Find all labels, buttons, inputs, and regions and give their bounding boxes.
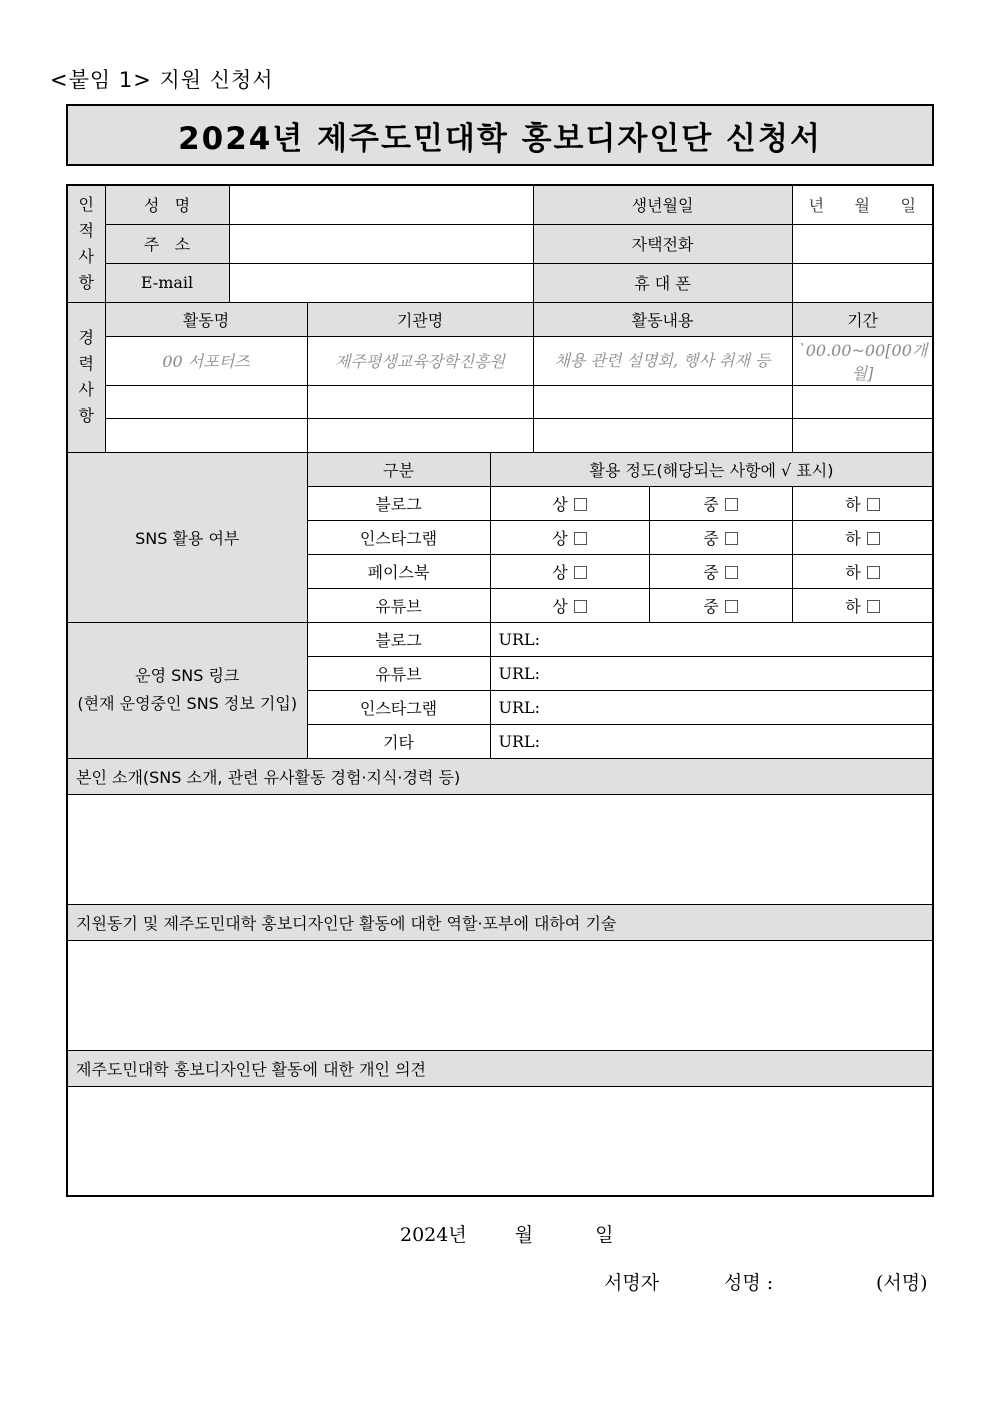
level-low-option[interactable]: 하 xyxy=(792,486,933,520)
career-header-period: 기간 xyxy=(792,302,933,336)
name-field[interactable] xyxy=(229,185,533,224)
signature-label[interactable]: (서명) xyxy=(876,1272,928,1294)
career-row-org[interactable] xyxy=(307,385,533,418)
level-mid-option[interactable]: 중 xyxy=(649,520,792,554)
career-row-org[interactable] xyxy=(307,418,533,452)
level-mid-option[interactable]: 중 xyxy=(649,588,792,622)
email-label: E-mail xyxy=(105,263,229,302)
career-example-activity[interactable]: 00 서포터즈 xyxy=(105,336,307,385)
checkbox-icon[interactable] xyxy=(574,600,587,613)
attachment-label: <붙임 1> 지원 신청서 xyxy=(50,68,274,92)
checkbox-icon[interactable] xyxy=(867,532,880,545)
signer-name-label: 성명 : xyxy=(724,1272,774,1294)
form-title: 2024년 제주도민대학 홍보디자인단 신청서 xyxy=(178,120,822,157)
checkbox-icon[interactable] xyxy=(574,532,587,545)
sns-usage-col-header: 구분 xyxy=(307,452,490,486)
checkbox-icon[interactable] xyxy=(574,498,587,511)
date-year: 2024년 xyxy=(400,1224,467,1246)
career-row-activity[interactable] xyxy=(105,385,307,418)
application-form xyxy=(66,184,934,1197)
address-label: 주 소 xyxy=(105,224,229,263)
level-high-option[interactable]: 상 xyxy=(490,554,649,588)
date-day: 일 xyxy=(595,1224,614,1246)
address-field[interactable] xyxy=(229,224,533,263)
career-row-period[interactable] xyxy=(792,385,933,418)
checkbox-icon[interactable] xyxy=(725,498,738,511)
career-header-activity: 활동명 xyxy=(105,302,307,336)
sns-link-url-field[interactable]: URL: xyxy=(490,656,933,690)
level-low-option[interactable]: 하 xyxy=(792,588,933,622)
sns-link-row-label: 인스타그램 xyxy=(307,690,490,724)
career-header-content: 활동내용 xyxy=(533,302,792,336)
career-header-org: 기관명 xyxy=(307,302,533,336)
mobile-field[interactable] xyxy=(792,263,933,302)
level-low-option[interactable]: 하 xyxy=(792,554,933,588)
sns-usage-label: SNS 활용 여부 xyxy=(67,452,307,622)
sns-usage-row-label: 블로그 xyxy=(307,486,490,520)
mobile-label: 휴 대 폰 xyxy=(533,263,792,302)
date-month: 월 xyxy=(514,1224,534,1246)
career-row-activity[interactable] xyxy=(105,418,307,452)
home-phone-field[interactable] xyxy=(792,224,933,263)
sns-usage-row-label: 인스타그램 xyxy=(307,520,490,554)
checkbox-icon[interactable] xyxy=(725,600,738,613)
career-example-content[interactable]: 채용 관련 설명회, 행사 취재 등 xyxy=(533,336,792,385)
sns-link-url-field[interactable]: URL: xyxy=(490,622,933,656)
checkbox-icon[interactable] xyxy=(867,498,880,511)
checkbox-icon[interactable] xyxy=(574,566,587,579)
name-label: 성 명 xyxy=(105,185,229,224)
career-example-org[interactable]: 제주평생교육장학진흥원 xyxy=(307,336,533,385)
opinion-section-header: 제주도민대학 홍보디자인단 활동에 대한 개인 의견 xyxy=(67,1050,933,1086)
career-row-content[interactable] xyxy=(533,385,792,418)
birth-field[interactable]: 년 월 일 xyxy=(792,185,933,224)
motivation-textarea[interactable] xyxy=(67,940,933,1050)
level-mid-option[interactable]: 중 xyxy=(649,554,792,588)
level-high-option[interactable]: 상 xyxy=(490,486,649,520)
intro-textarea[interactable] xyxy=(67,794,933,904)
application-date xyxy=(400,1220,614,1247)
career-example-period[interactable]: `00.00~00[00개월] xyxy=(792,336,933,385)
checkbox-icon[interactable] xyxy=(725,532,738,545)
sns-usage-row-label: 페이스북 xyxy=(307,554,490,588)
sns-link-row-label: 블로그 xyxy=(307,622,490,656)
career-row-period[interactable] xyxy=(792,418,933,452)
checkbox-icon[interactable] xyxy=(725,566,738,579)
career-row-content[interactable] xyxy=(533,418,792,452)
sns-usage-level-header: 활용 정도(해당되는 사항에 √ 표시) xyxy=(490,452,933,486)
career-section-label: 경 력 사 항 xyxy=(67,302,105,452)
sns-links-label: 운영 SNS 링크 (현재 운영중인 SNS 정보 기입) xyxy=(67,622,307,758)
intro-section-header: 본인 소개(SNS 소개, 관련 유사활동 경험·지식·경력 등) xyxy=(67,758,933,794)
level-high-option[interactable]: 상 xyxy=(490,520,649,554)
email-field[interactable] xyxy=(229,263,533,302)
signer-label: 서명자 xyxy=(604,1272,660,1294)
level-mid-option[interactable]: 중 xyxy=(649,486,792,520)
sns-link-url-field[interactable]: URL: xyxy=(490,690,933,724)
checkbox-icon[interactable] xyxy=(867,600,880,613)
motivation-section-header: 지원동기 및 제주도민대학 홍보디자인단 활동에 대한 역할·포부에 대하여 기술 xyxy=(67,904,933,940)
checkbox-icon[interactable] xyxy=(867,566,880,579)
sns-link-row-label: 기타 xyxy=(307,724,490,758)
personal-section-label: 인 적 사 항 xyxy=(67,185,105,302)
birth-label: 생년월일 xyxy=(533,185,792,224)
level-high-option[interactable]: 상 xyxy=(490,588,649,622)
form-title-box xyxy=(66,104,934,166)
home-phone-label: 자택전화 xyxy=(533,224,792,263)
level-low-option[interactable]: 하 xyxy=(792,520,933,554)
sns-link-row-label: 유튜브 xyxy=(307,656,490,690)
opinion-textarea[interactable] xyxy=(67,1086,933,1196)
sns-link-url-field[interactable]: URL: xyxy=(490,724,933,758)
sns-usage-row-label: 유튜브 xyxy=(307,588,490,622)
